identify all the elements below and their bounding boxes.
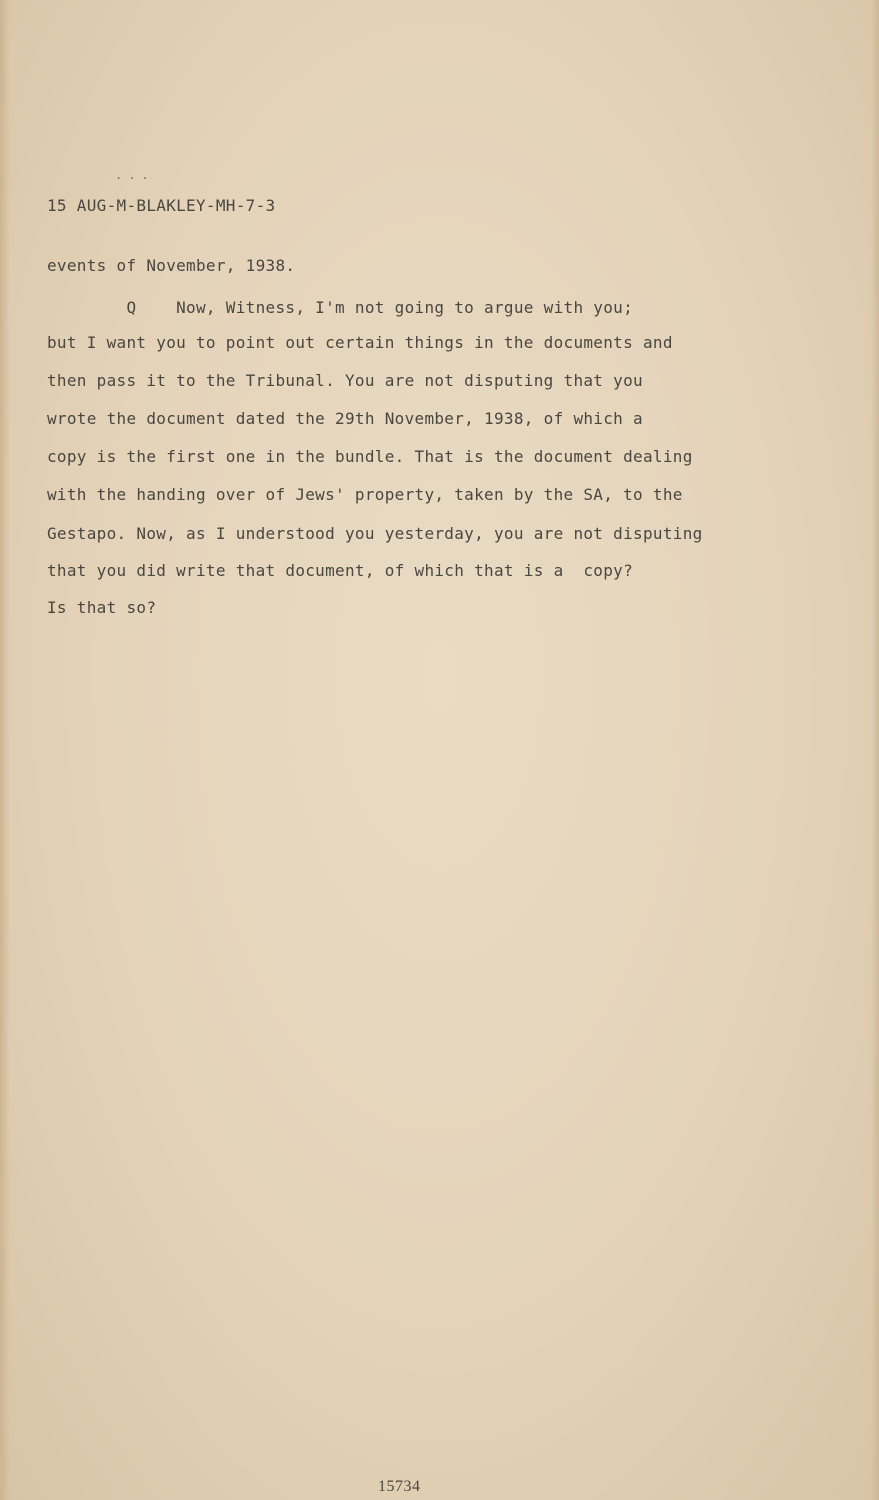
page-header: 15 AUG-M-BLAKLEY-MH-7-3 xyxy=(47,196,276,215)
text-line: events of November, 1938. xyxy=(47,256,296,275)
text-line: but I want you to point out certain things in the documents and xyxy=(47,333,673,352)
stray-marks: ... xyxy=(115,168,155,182)
text-line: Gestapo. Now, as I understood you yesterday, you are not disputing xyxy=(47,524,703,543)
text-line: then pass it to the Tribunal. You are not disputing that you xyxy=(47,371,643,390)
text-line: that you did write that document, of which that is a copy? xyxy=(47,561,634,580)
text-line: wrote the document dated the 29th November, 1938, of which a xyxy=(47,409,643,428)
text-line: copy is the first one in the bundle. That is the document dealing xyxy=(47,447,693,466)
page-number: 15734 xyxy=(378,1478,421,1495)
text-line: Is that so? xyxy=(47,598,157,617)
text-line: Q Now, Witness, I'm not going to argue with you; xyxy=(47,298,634,317)
text-line: with the handing over of Jews' property, taken by the SA, to the xyxy=(47,485,683,504)
